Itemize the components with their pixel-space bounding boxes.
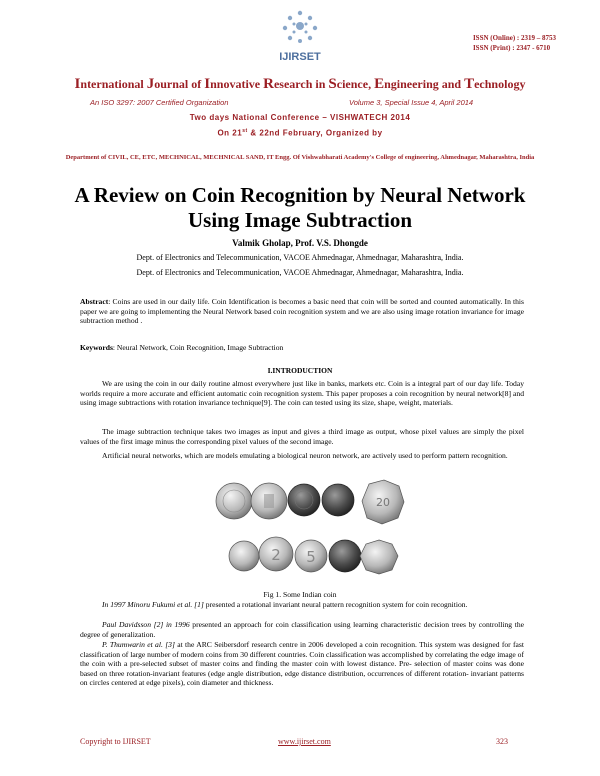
organizer-departments: Department of CIVIL, CE, ETC, MECHNICAL, MECHNICAL SAND, IT Engg. Of Vishwabharati Academy's College of engineering, Ahmednagar, Maharashtra, India — [65, 154, 535, 161]
journal-word-initial: T — [464, 76, 475, 92]
issn-print: ISSN (Print) : 2347 - 6710 — [472, 44, 551, 52]
certification-text: An ISO 3297: 2007 Certified Organization — [90, 98, 229, 107]
related-work-2: Paul Davidsson [2] in 1996 presented an approach for coin classification using learning characteristic decision trees by controlling the degree of generalization. — [80, 620, 524, 639]
journal-word-initial: I — [74, 76, 81, 92]
affiliation-1: Dept. of Electronics and Telecommunication, VACOE Ahmednagar, Ahmednagar, Maharashtra, India. — [136, 253, 464, 262]
conference-title: Two days National Conference – VISHWATECH 2014 — [189, 113, 411, 122]
svg-text:20: 20 — [376, 496, 390, 509]
paper-title: A Review on Coin Recognition by Neural Network Using Image Subtraction — [74, 183, 526, 232]
journal-word-initial: J — [146, 76, 155, 92]
footer-website-link[interactable]: www.ijirset.com — [278, 737, 331, 746]
journal-word-rest: esearch in — [273, 77, 329, 91]
journal-word-rest: nternational — [80, 77, 147, 91]
related-work-3: P. Thumwarin et al. [3] at the ARC Seibersdorf research centre in 2006 developed a coin recognition. This system was designed for fast classification of large number of modern coins from 30 different countries. Coin classification was accomplished by correlating the edge image of the coin with a pre-selected subset of master coins and finding the master coin with lowest distance. Pre- selection of master coins was done based on three rotation-invariant features (edge angle distribution, edge distance distribution, occurrences of different rotation- invariant patterns on circles centered at edge pixels), coin diameter and thickness. — [80, 640, 524, 688]
ref2-citation: Paul Davidsson [2] in 1996 — [102, 620, 190, 629]
issn-online: ISSN (Online) : 2319 – 8753 — [472, 34, 556, 42]
figure-caption: Fig 1. Some Indian coin — [263, 590, 337, 599]
intro-paragraph-1: We are using the coin in our daily routine almost everywhere just like in banks, markets etc. Coin is a integral part of our day life. Today worlds require a more accurate and efficient automatic coin recognition system. This paper proposes a coin recognition by neural network[8] and using image subtractions with rotation invariance technique[9]. The coin can tested using its size, shape, weight, materials. — [80, 379, 524, 408]
conference-dates: On 21st & 22nd February, Organized by — [217, 128, 383, 138]
journal-word-initial: R — [263, 76, 274, 92]
issn-block — [473, 33, 556, 53]
ref1-citation: In 1997 Minoru Fukumi et al. [1] — [102, 600, 204, 609]
journal-word-rest: echnology — [474, 77, 526, 91]
intro-paragraph-3: Artificial neural networks, which are models emulating a biological neuron network, are actively used to perform pattern recognition. — [102, 451, 508, 460]
figure-indian-coins — [214, 476, 412, 586]
ref3-citation: P. Thumwarin et al. [3] — [102, 640, 175, 649]
journal-word-rest: nnovative — [210, 77, 264, 91]
logo-text: IJIRSET — [279, 51, 321, 63]
footer-page-number: 323 — [496, 737, 508, 746]
footer-copyright: Copyright to IJIRSET — [80, 737, 151, 746]
journal-word-initial: S — [328, 76, 337, 92]
affiliation-2: Dept. of Electronics and Telecommunication, VACOE Ahmednagar, Ahmednagar, Maharashtra, India. — [136, 268, 464, 277]
journal-word-rest: ngineering and — [384, 77, 465, 91]
keywords-text: : Neural Network, Coin Recognition, Image Subtraction — [112, 343, 284, 352]
intro-paragraph-2: The image subtraction technique takes two images as input and gives a third image as output, whose pixel values are simply the pixel values of the first image minus the corresponding pixel values of the second image. — [80, 427, 524, 446]
journal-name — [0, 76, 600, 93]
section-heading-introduction: I.INTRODUCTION — [267, 366, 333, 375]
abstract-label: Abstract — [80, 297, 109, 306]
journal-word-rest: cience, — [336, 77, 375, 91]
related-work-1: In 1997 Minoru Fukumi et al. [1] presented a rotational invariant neural pattern recognition system for coin recognition. — [102, 600, 468, 609]
journal-logo — [270, 8, 330, 74]
journal-word-initial: E — [374, 76, 385, 92]
abstract-text: : Coins are used in our daily life. Coin Identification is becomes a basic need that coin will be sorted and counted automatically. In this paper we are going to implementing the Neural Network based coin recognition system and we are also using image rotation invariance for image subtraction method . — [80, 297, 524, 326]
volume-text: Volume 3, Special Issue 4, April 2014 — [349, 98, 474, 107]
abstract — [80, 297, 524, 326]
journal-word-initial: I — [204, 76, 211, 92]
svg-text:5: 5 — [306, 548, 316, 566]
paper-authors: Valmik Gholap, Prof. V.S. Dhongde — [232, 238, 368, 248]
keywords — [80, 343, 524, 353]
svg-text:2: 2 — [271, 546, 281, 564]
journal-word-rest: ournal of — [154, 77, 205, 91]
keywords-label: Keywords — [80, 343, 113, 352]
